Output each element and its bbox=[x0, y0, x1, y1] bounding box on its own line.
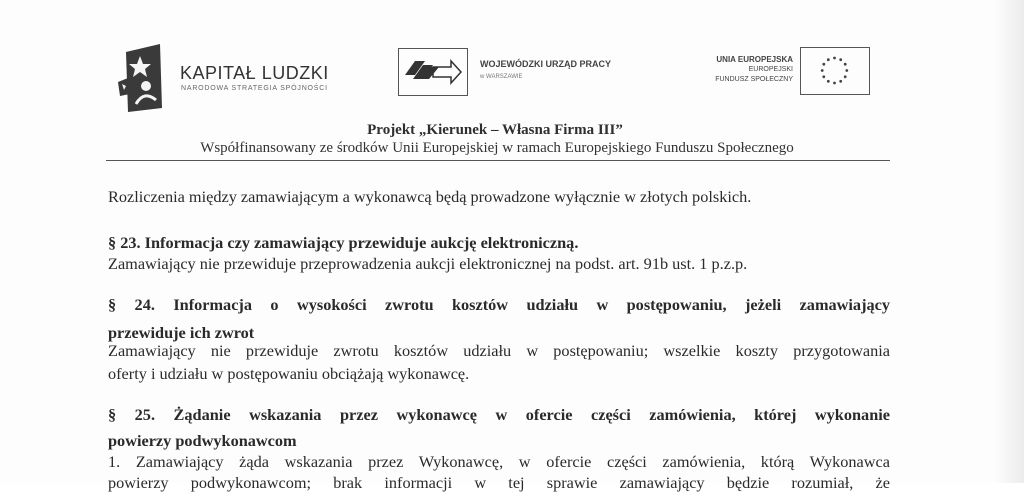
eu-text-block bbox=[715, 55, 793, 85]
eu-subtitle-line1: EUROPEJSKI bbox=[748, 66, 793, 73]
section-23-text: Zamawiający nie przewiduje przeprowadzenia aukcji elektronicznej na podst. art. 91b ust. 1 p.z.p. bbox=[108, 254, 748, 273]
section-24-heading-line1: § 24. Informacja o wysokości zwrotu kosztów udziału w postępowaniu, jeżeli zamawiający bbox=[108, 295, 890, 314]
wup-subtitle: w WARSZAWIE bbox=[480, 74, 523, 80]
section-25-text-line2: powierzy podwykonawcom; brak informacji w tej sprawie zamawiający będzie rozumiał, że bbox=[108, 473, 890, 492]
arrow-emblem-icon bbox=[399, 49, 466, 94]
kapital-ludzki-subtitle: NARODOWA STRATEGIA SPÓJNOŚCI bbox=[181, 85, 328, 92]
eu-logo bbox=[690, 47, 875, 97]
wup-title: WOJEWÓDZKI URZĄD PRACY bbox=[480, 59, 611, 69]
header-divider bbox=[106, 160, 890, 161]
wup-logo bbox=[398, 48, 648, 100]
eu-title: UNIA EUROPEJSKA bbox=[716, 55, 793, 64]
section-25-heading-line2: powierzy podwykonawcom bbox=[108, 431, 297, 450]
section-24-heading-line2: przewiduje ich zwrot bbox=[108, 323, 255, 342]
eu-subtitle-line2: FUNDUSZ SPOŁECZNY bbox=[715, 76, 793, 83]
kapital-ludzki-title: KAPITAŁ LUDZKI bbox=[180, 63, 329, 83]
wup-emblem bbox=[398, 48, 468, 96]
intro-paragraph: Rozliczenia między zamawiającym a wykonawcą będą prowadzone wyłącznie w złotych polskich. bbox=[108, 187, 752, 206]
kapital-ludzki-logo bbox=[116, 40, 356, 114]
section-25-heading-line1: § 25. Żądanie wskazania przez wykonawcę w ofercie części zamówienia, której wykonanie bbox=[108, 405, 890, 424]
section-24-text-line1: Zamawiający nie przewiduje zwrotu kosztów udziału w postępowaniu; wszelkie koszty przygotowania bbox=[108, 341, 890, 360]
section-23-heading: § 23. Informacja czy zamawiający przewiduje aukcję elektroniczną. bbox=[108, 233, 579, 252]
section-25-text-line1: 1. Zamawiający żąda wskazania przez Wykonawcę, w ofercie części zamówienia, którą Wykonawca bbox=[108, 452, 890, 471]
page-edge-shadow bbox=[994, 0, 1024, 483]
eu-flag bbox=[800, 47, 870, 95]
eu-stars-icon bbox=[801, 48, 868, 93]
kapital-ludzki-emblem-icon bbox=[116, 42, 166, 112]
project-subtitle: Współfinansowany ze środków Unii Europejskiej w ramach Europejskiego Funduszu Społecznego bbox=[200, 140, 794, 156]
project-title: Projekt „Kierunek – Własna Firma III” bbox=[367, 122, 623, 138]
section-24-text-line2: oferty i udziału w postępowaniu obciążają wykonawcę. bbox=[108, 364, 470, 383]
